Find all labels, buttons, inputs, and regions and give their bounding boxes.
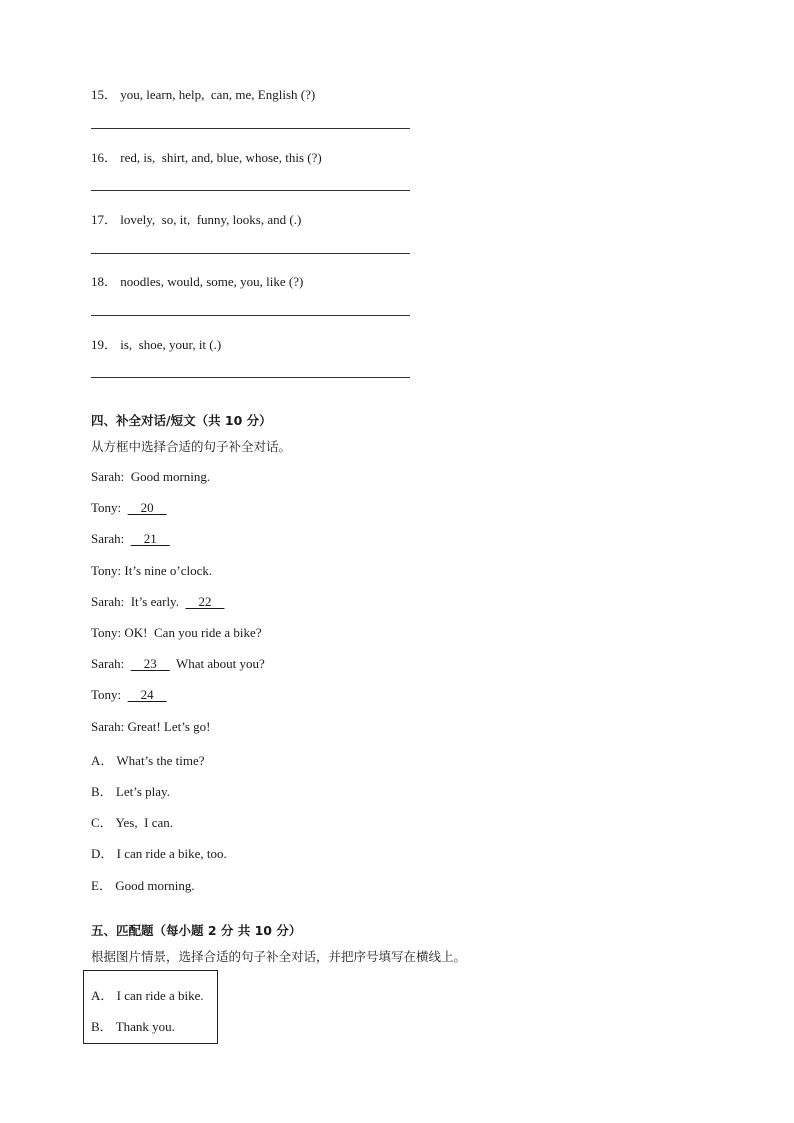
option-letter: D． (91, 846, 114, 861)
speaker: Tony: (91, 563, 122, 578)
dialogue-line-9 (91, 719, 211, 735)
option-letter: C． (91, 815, 113, 830)
dialogue-text: What about you? (175, 656, 265, 671)
section-4-heading: 四、补全对话/短文（共 10 分） (91, 413, 272, 428)
question-words: red, is, shirt, and, blue, whose, this (?) (120, 150, 322, 165)
question-number: 16． (91, 150, 118, 165)
speaker: Sarah: (91, 594, 125, 609)
question-words: lovely, so, it, funny, looks, and (.) (120, 212, 302, 227)
dialogue-line-7 (91, 656, 265, 672)
section-4-instruction: 从方框中选择合适的句子补全对话。 (91, 439, 292, 454)
option-text: Let’s play. (115, 784, 170, 799)
answer-line-17[interactable] (91, 253, 410, 254)
option-b (91, 781, 170, 800)
dialogue-text: It’s nine o’clock. (124, 563, 213, 578)
option-text: Yes, I can. (115, 815, 173, 830)
options-box (83, 970, 218, 1044)
dialogue-line-4 (91, 563, 212, 579)
option-letter: A． (91, 988, 114, 1003)
dialogue-text: Great! Let’s go! (127, 719, 211, 734)
answer-line-16[interactable] (91, 190, 410, 191)
answer-line-18[interactable] (91, 315, 410, 316)
option-text: I can ride a bike. (116, 988, 204, 1003)
blank-number: 23 (143, 656, 157, 671)
question-18-text (91, 271, 303, 290)
speaker: Sarah: (91, 656, 125, 671)
question-number: 19． (91, 337, 118, 352)
blank-23[interactable] (131, 656, 170, 672)
dialogue-line-5 (91, 594, 224, 610)
section-5-heading: 五、匹配题（每小题 2 分 共 10 分） (91, 923, 302, 938)
section-5-instruction: 根据图片情景，选择合适的句子补全对话，并把序号填写在横线上。 (91, 949, 467, 964)
speaker: Sarah: (91, 531, 125, 546)
option-letter: E． (91, 878, 112, 893)
blank-number: 22 (198, 594, 212, 609)
blank-number: 20 (140, 500, 154, 515)
blank-22[interactable] (185, 594, 224, 610)
box-option-a (91, 985, 204, 1004)
option-e (91, 875, 195, 894)
dialogue-text: It’s early. (130, 594, 179, 609)
blank-21[interactable] (131, 531, 170, 547)
question-number: 18． (91, 274, 118, 289)
dialogue-line-1 (91, 469, 210, 485)
option-letter: B． (91, 1019, 113, 1034)
dialogue-line-8 (91, 687, 167, 703)
blank-number: 24 (140, 687, 154, 702)
question-words: is, shoe, your, it (.) (120, 337, 222, 352)
option-letter: B． (91, 784, 113, 799)
speaker: Tony: (91, 687, 122, 702)
answer-line-19[interactable] (91, 377, 410, 378)
question-17-text (91, 209, 301, 228)
dialogue-line-3 (91, 531, 170, 547)
answer-line-15[interactable] (91, 128, 410, 129)
option-a (91, 750, 205, 769)
speaker: Tony: (91, 500, 122, 515)
dialogue-text: Good morning. (130, 469, 211, 484)
dialogue-line-6 (91, 625, 262, 641)
option-text: I can ride a bike, too. (116, 846, 227, 861)
question-number: 17． (91, 212, 118, 227)
question-15-text (91, 84, 315, 103)
question-16-text (91, 147, 322, 166)
dialogue-line-2 (91, 500, 167, 516)
option-c (91, 812, 173, 831)
blank-24[interactable] (128, 687, 167, 703)
question-words: you, learn, help, can, me, English (?) (120, 87, 316, 102)
option-text: Thank you. (115, 1019, 175, 1034)
question-19-text (91, 334, 221, 353)
option-text: Good morning. (115, 878, 195, 893)
dialogue-text: OK! Can you ride a bike? (124, 625, 262, 640)
speaker: Tony: (91, 625, 122, 640)
speaker: Sarah: (91, 719, 125, 734)
option-text: What’s the time? (116, 753, 205, 768)
blank-number: 21 (143, 531, 157, 546)
speaker: Sarah: (91, 469, 125, 484)
option-d (91, 843, 227, 862)
box-option-b (91, 1016, 175, 1035)
option-letter: A． (91, 753, 114, 768)
question-words: noodles, would, some, you, like (?) (120, 274, 304, 289)
question-number: 15． (91, 87, 118, 102)
blank-20[interactable] (128, 500, 167, 516)
